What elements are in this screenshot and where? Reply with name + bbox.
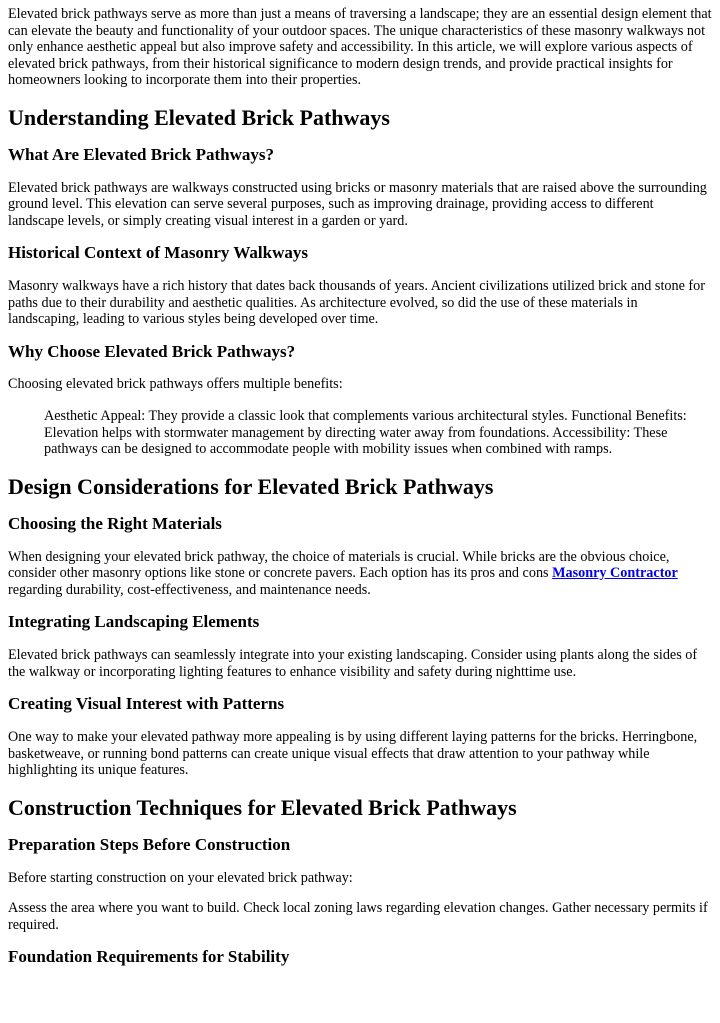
paragraph-materials xyxy=(8,549,712,599)
subheading-patterns: Creating Visual Interest with Patterns xyxy=(8,694,285,713)
paragraph-historical-context: Masonry walkways have a rich history that dates back thousands of years. Ancient civilizations utilized brick and stone for paths due to their durability and aesthetic qualities. As architecture evolved, so did the use of these materials in landscaping, leading to various styles being developed over time. xyxy=(8,278,705,327)
intro-paragraph: Elevated brick pathways serve as more than just a means of traversing a landscape; they are an essential design element that can elevate the beauty and functionality of your outdoor spaces. The unique characteristics of these masonry walkways not only enhance aesthetic appeal but also improve safety and accessibility. In this article, we will explore various aspects of elevated brick pathways, from their historical significance to modern design trends, and provide practical insights for homeowners looking to incorporate them into their properties. xyxy=(8,6,712,88)
paragraph-what-are: Elevated brick pathways are walkways constructed using bricks or masonry materials that are raised above the surrounding ground level. This elevation can serve several purposes, such as improving drainage, providing access to different landscape levels, or simply creating visual interest in a garden or yard. xyxy=(8,179,707,229)
masonry-contractor-link[interactable]: Masonry Contractor xyxy=(552,565,678,581)
article xyxy=(0,6,720,967)
subheading-preparation: Preparation Steps Before Construction xyxy=(8,834,291,854)
paragraph-preparation: Before starting construction on your elevated brick pathway: xyxy=(8,869,353,886)
benefits-blockquote: Aesthetic Appeal: They provide a classic look that complements various architectural styles. Functional Benefits: Elevation helps with stormwater management by directing water away from foundations. Accessibility: These pathways can be designed to accommodate people with mobility issues when combined with ramps. xyxy=(44,408,687,457)
materials-text-before: When designing your elevated brick pathway, the choice of materials is crucial. While bricks are the obvious choice, consider other masonry options like stone or concrete pavers. Each option has its pros and cons xyxy=(8,548,670,581)
subheading-what-are: What Are Elevated Brick Pathways? xyxy=(8,144,275,164)
subheading-landscaping: Integrating Landscaping Elements xyxy=(8,612,260,631)
subheading-foundation: Foundation Requirements for Stability xyxy=(8,947,290,966)
paragraph-patterns: One way to make your elevated pathway more appealing is by using different laying patterns for the bricks. Herringbone, basketweave, or running bond patterns can create unique visual effects that draw attention to your pathway while highlighting its unique features. xyxy=(8,729,698,778)
section-heading-understanding: Understanding Elevated Brick Pathways xyxy=(8,104,390,130)
subheading-why-choose: Why Choose Elevated Brick Pathways? xyxy=(8,341,296,361)
subheading-materials: Choosing the Right Materials xyxy=(8,513,222,533)
paragraph-why-choose: Choosing elevated brick pathways offers multiple benefits: xyxy=(8,375,343,392)
paragraph-preparation-steps: Assess the area where you want to build. Check local zoning laws regarding elevation changes. Gather necessary permits if required. xyxy=(8,900,708,933)
materials-text-after: regarding durability, cost-effectiveness, and maintenance needs. xyxy=(8,581,371,598)
subheading-historical-context: Historical Context of Masonry Walkways xyxy=(8,243,309,262)
section-heading-construction: Construction Techniques for Elevated Brick Pathways xyxy=(8,794,517,820)
paragraph-landscaping: Elevated brick pathways can seamlessly integrate into your existing landscaping. Consider using plants along the sides of the walkway or incorporating lighting features to enhance visibility and safety during nighttime use. xyxy=(8,647,698,680)
section-heading-design: Design Considerations for Elevated Brick Pathways xyxy=(8,473,494,499)
